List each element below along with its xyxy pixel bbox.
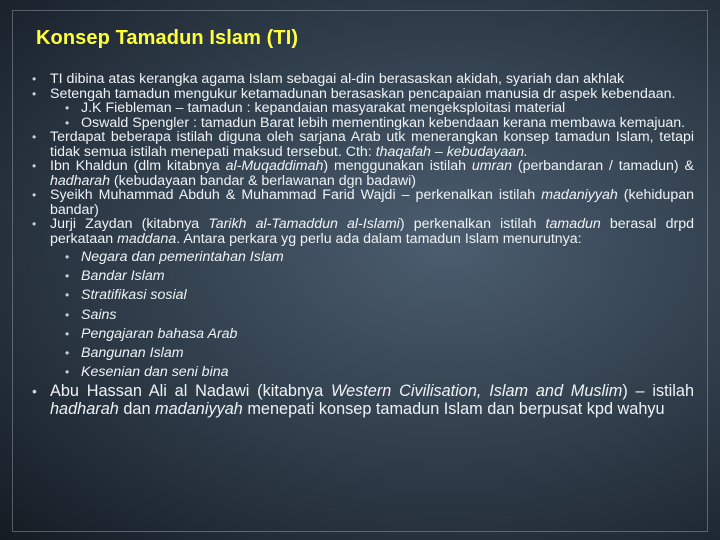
bullet-6-sub-2: • Bandar Islam <box>32 267 694 286</box>
bullet-2-sub-2: • Oswald Spengler : tamadun Barat lebih mementingkan kebendaan kerana membawa kemajuan. <box>32 116 694 131</box>
bullet-6: • Jurji Zaydan (kitabnya Tarikh al-Tamaddun al-Islami) perkenalkan istilah tamadun berasal drpd perkataan maddana. Antara perkara yg perlu ada dalam tamadun Islam menurutnya: <box>32 217 694 246</box>
bullet-4: • Ibn Khaldun (dlm kitabnya al-Muqaddimah) menggunakan istilah umran (perbandaran / tamadun) & hadharah (kebudayaan bandar & berlawanan dgn badawi) <box>32 159 694 188</box>
bullet-2: • Setengah tamadun mengukur ketamadunan berasaskan pencapaian manusia dr aspek kebendaan. <box>32 87 694 102</box>
bullet-6-sub-1: • Negara dan pemerintahan Islam <box>32 248 694 267</box>
slide-body <box>32 72 694 418</box>
bullet-1: • TI dibina atas kerangka agama Islam sebagai al-din berasaskan akidah, syariah dan akhlak <box>32 72 694 87</box>
bullet-6-sub-4: • Sains <box>32 306 694 325</box>
bullet-6-sub-3: • Stratifikasi sosial <box>32 286 694 305</box>
bullet-2-sub-1: • J.K Fiebleman – tamadun : kepandaian masyarakat mengeksploitasi material <box>32 101 694 116</box>
bullet-7: • Abu Hassan Ali al Nadawi (kitabnya Western Civilisation, Islam and Muslim) – istilah hadharah dan madaniyyah menepati konsep tamadun Islam dan berpusat kpd wahyu <box>32 383 694 418</box>
bullet-5: • Syeikh Muhammad Abduh & Muhammad Farid Wajdi – perkenalkan istilah madaniyyah (kehidupan bandar) <box>32 188 694 217</box>
bullet-6-sub-7: • Kesenian dan seni bina <box>32 363 694 382</box>
bullet-6-sub-5: • Pengajaran bahasa Arab <box>32 325 694 344</box>
slide-title: Konsep Tamadun Islam (TI) <box>36 27 299 49</box>
bullet-3: • Terdapat beberapa istilah diguna oleh sarjana Arab utk menerangkan konsep tamadun Islam, tetapi tidak semua istilah menepati maksud tersebut. Cth: thaqafah – kebudayaan. <box>32 130 694 159</box>
bullet-6-sub-6: • Bangunan Islam <box>32 344 694 363</box>
